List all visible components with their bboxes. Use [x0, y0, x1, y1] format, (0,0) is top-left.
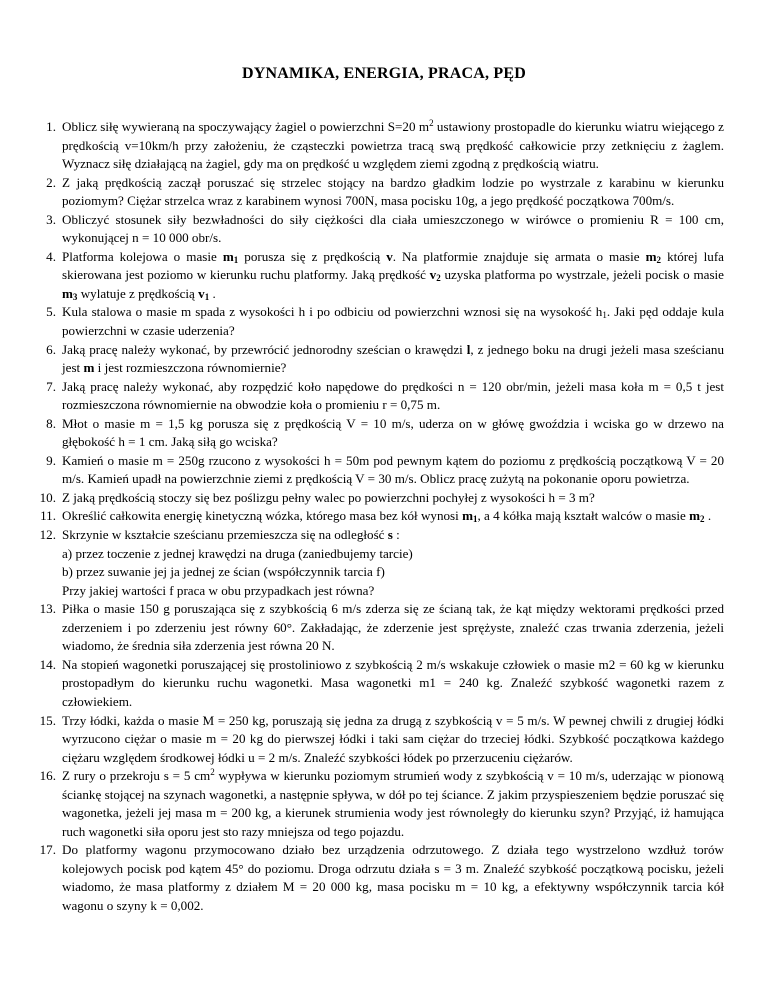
problem-subitem: b) przez suwanie jej ja jednej ze ścian (współczynnik tarcia f)	[62, 564, 385, 580]
problem-text: Trzy łódki, każda o masie M = 250 kg, poruszają się jedna za drugą z szybkością v = 5 m/s. W pewnej chwili z drugiej łódki wyrzucono ciężar o masie m = 20 kg do pierwszej łódki i taki sam ciężar do trzeciej łódki. Szybkość początkowa każdego ciężaru względem środkowej łódki u = 2 m/s. Znaleźć szybkości łódek po przerzuceniu ciężarów.	[62, 712, 724, 765]
problem-list	[16, 118, 724, 916]
problem-item	[16, 341, 724, 378]
problem-number: 15.	[39, 712, 56, 728]
problem-item	[16, 526, 724, 600]
problem-text: Do platformy wagonu przymocowano działo bez urządzenia odrzutowego. Z działa tego wystrzelono wzdłuż torów kolejowych pocisk pod kątem 45° do poziomu. Droga odrzutu działa s = 3 m. Znaleźć szybkość początkową pocisku, jeżeli wiadomo, że masa platformy z działem M = 20 000 kg, masa pocisku m = 10 kg, a efektywny współczynnik tarcia kół wagonu o szyny k = 0,002.	[62, 842, 724, 913]
problem-number: 2.	[46, 174, 56, 190]
problem-item	[16, 452, 724, 489]
problem-item	[16, 489, 724, 508]
problem-number: 11.	[40, 508, 56, 524]
problem-subitem: a) przez toczenie z jednej krawędzi na druga (zaniedbujemy tarcie)	[62, 545, 413, 561]
problem-number: 10.	[39, 489, 56, 505]
problem-text: Skrzynie w kształcie sześcianu przemieszcza się na odległość s :	[62, 527, 400, 543]
problem-text: Piłka o masie 150 g poruszająca się z szybkością 6 m/s zderza się ze ścianą tak, że kąt między wektorami prędkości przed zderzeniem i po zderzeniu jest równy 60°. Zakładając, że zderzenie jest sprężyste, znaleźć czas trwania zderzenia, jeżeli wiadomo, że średnia siła zderzenia jest równa 20 N.	[62, 601, 724, 654]
problem-item	[16, 118, 724, 174]
problem-item	[16, 712, 724, 768]
problem-number: 17.	[39, 842, 56, 858]
problem-text: Kula stalowa o masie m spada z wysokości h i po odbiciu od powierzchni wznosi się na wysokość $h_1$. Jaki pęd oddaje kula powierzchni w czasie uderzenia?	[62, 304, 724, 339]
problem-text: Jaką pracę należy wykonać, by przewrócić jednorodny sześcian o krawędzi l, z jednego boku na drugi jeżeli masa sześcianu jest m i jest rozmieszczona równomiernie?	[62, 341, 725, 376]
problem-item	[16, 174, 724, 211]
problem-number: 16.	[39, 768, 56, 784]
problem-text: Platforma kolejowa o masie $m_1$ porusza się z prędkością v. Na platformie znajduje się armata o masie $m_2$ której lufa skierowana jest poziomo w kierunku ruchu platformy. Jaką prędkość $v_2$ uzyska platforma po wystrzale, jeżeli pocisk o masie $m_3$ wylatuje z prędkością $v_1$ .	[62, 248, 724, 302]
problem-item	[16, 841, 724, 915]
problem-text: Z jaką prędkością stoczy się bez poślizgu pełny walec po powierzchni pochyłej z wysokości h = 3 m?	[62, 489, 595, 505]
problem-item	[16, 415, 724, 452]
problem-subitem: Przy jakiej wartości f praca w obu przypadkach jest równa?	[62, 582, 375, 598]
problem-item	[16, 507, 724, 526]
problem-text: Z jaką prędkością zaczął poruszać się strzelec stojący na bardzo gładkim lodzie po wystrzale z karabinu w kierunku poziomym? Ciężar strzelca wraz z karabinem wynosi 700N, masa pocisku 10g, a jego prędkość początkowa 700m/s.	[62, 174, 724, 209]
problem-text: Jaką pracę należy wykonać, aby rozpędzić koło napędowe do prędkości n = 120 obr/min, jeżeli masa koła m = 0,5 t jest rozmieszczona równomiernie na obwodzie koła o promieniu r = 0,75 m.	[62, 378, 724, 413]
problem-text: Młot o masie m = 1,5 kg porusza się z prędkością V = 10 m/s, uderza on w główę gwoździa i wciska go w drzewo na głębokość h = 1 cm. Jaką siłą go wciska?	[62, 415, 724, 450]
problem-number: 9.	[46, 452, 56, 468]
problem-number: 3.	[46, 211, 56, 227]
problem-number: 14.	[39, 656, 56, 672]
problem-number: 13.	[39, 601, 56, 617]
problem-number: 12.	[39, 527, 56, 543]
problem-item	[16, 211, 724, 248]
problem-item	[16, 600, 724, 656]
problem-number: 6.	[46, 341, 56, 357]
problem-item	[16, 378, 724, 415]
problem-text: Kamień o masie m = 250g rzucono z wysokości h = 50m pod pewnym kątem do poziomu z prędkością początkową V = 20 m/s. Kamień upadł na powierzchnie ziemi z prędkością V = 30 m/s. Oblicz pracę zużytą na pokonanie oporu powietrza.	[62, 452, 724, 487]
problem-number: 8.	[46, 415, 56, 431]
problem-text: Z rury o przekroju s = 5 $cm^2$ wypływa w kierunku poziomym strumień wody z szybkością v = 10 m/s, uderzając w pionową ściankę stojącej na szynach wagonetki, a następnie spływa, w dół po tej ściance. Z jakim przyspieszeniem będzie poruszać się wagonetka, jeżeli jej masa m = 200 kg, a kierunek strumienia wody jest równoległy do kierunku szyn? Przyjąć, iż hamująca ruch wagonetki siła oporu jest sto razy mniejsza od tego pojazdu.	[62, 767, 724, 839]
problem-text: Określić całkowita energię kinetyczną wózka, którego masa bez kół wynosi $m_1$, a 4 kółka mają kształt walców o masie $m_2$ .	[62, 508, 712, 525]
problem-item	[16, 767, 724, 841]
problem-text: Na stopień wagonetki poruszającej się prostoliniowo z szybkością 2 m/s wskakuje człowiek o masie m2 = 60 kg w kierunku prostopadłym do kierunku ruchu wagonetki. Masa wagonetki m1 = 240 kg. Znaleźć szybkość wagonetki razem z człowiekiem.	[62, 656, 724, 709]
problem-text: Oblicz siłę wywieraną na spoczywający żagiel o powierzchni S=20 $m^2$ ustawiony prostopadle do kierunku wiatru wiejącego z prędkością v=10km/h przy założeniu, że cząsteczki powietrza tracą swą prędkość całkowicie przy zetknięciu z żaglem. Wyznacz siłę działającą na żagiel, gdy ma on prędkość u względem ziemi zgodną z prędkością wiatru.	[62, 118, 724, 172]
problem-number: 5.	[46, 304, 56, 320]
problem-number: 7.	[46, 378, 56, 394]
problem-item	[16, 248, 724, 304]
page-title: DYNAMIKA, ENERGIA, PRACA, PĘD	[241, 65, 527, 82]
problem-number: 1.	[46, 119, 56, 134]
problem-text: Obliczyć stosunek siły bezwładności do siły ciężkości dla ciała umieszczonego w wirówce o promieniu R = 100 cm, wykonującej n = 10 000 obr/s.	[62, 211, 724, 246]
problem-number: 4.	[46, 248, 56, 264]
problem-item	[16, 656, 724, 712]
problem-item	[16, 303, 724, 340]
